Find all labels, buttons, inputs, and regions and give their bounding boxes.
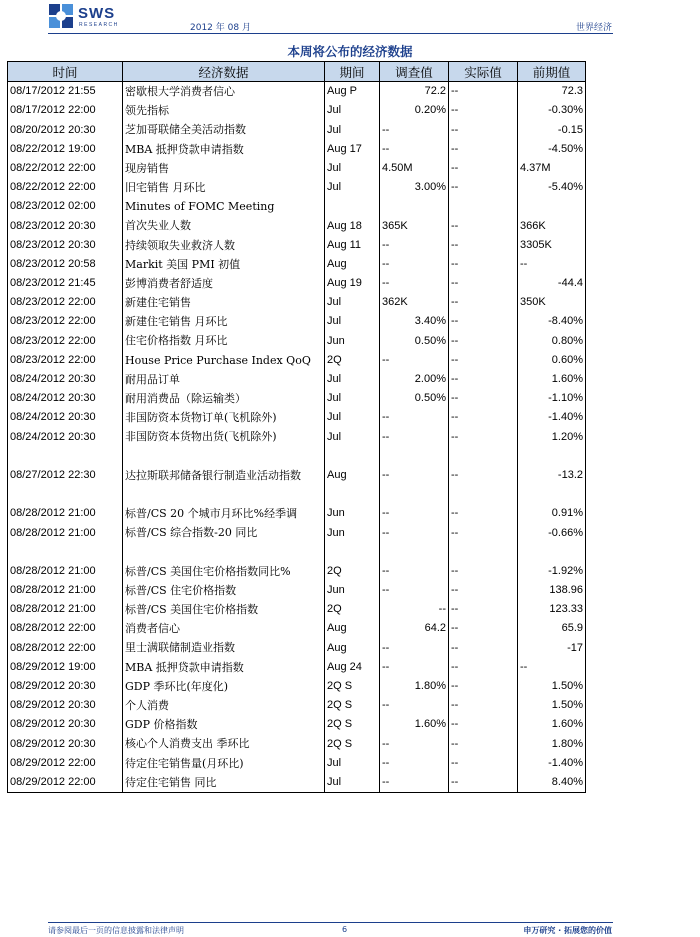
table-row (8, 581, 586, 600)
cell-indicator: 标普/CS 美国住宅价格指数 (123, 600, 325, 619)
cell-time: 08/23/2012 20:30 (8, 236, 123, 255)
cell-prior: -- (518, 255, 586, 274)
cell-survey: -- (380, 140, 449, 159)
cell-time: 08/23/2012 22:00 (8, 351, 123, 370)
table-row (8, 389, 586, 408)
cell-survey: -- (380, 696, 449, 715)
table-row (8, 543, 586, 581)
cell-survey: -- (380, 658, 449, 677)
cell-time: 08/28/2012 21:00 (8, 581, 123, 600)
column-header-prior: 前期值 (518, 62, 586, 82)
cell-survey: -- (380, 351, 449, 370)
cell-indicator: MBA 抵押贷款申请指数 (123, 658, 325, 677)
cell-period: 2Q S (325, 696, 380, 715)
cell-prior: -17 (518, 638, 586, 657)
cell-survey: -- (380, 754, 449, 773)
cell-indicator: 住宅价格指数 月环比 (123, 331, 325, 350)
cell-time: 08/29/2012 20:30 (8, 696, 123, 715)
table-row (8, 255, 586, 274)
table-body (8, 82, 586, 793)
cell-time: 08/23/2012 22:00 (8, 312, 123, 331)
cell-survey: -- (380, 543, 449, 581)
cell-survey: -- (380, 581, 449, 600)
report-date: 2012 年 08 月 (190, 23, 251, 33)
cell-survey: -- (380, 773, 449, 793)
cell-actual: -- (449, 140, 518, 159)
cell-indicator: Markit 美国 PMI 初值 (123, 255, 325, 274)
cell-prior: 138.96 (518, 581, 586, 600)
cell-prior: -1.40% (518, 408, 586, 427)
cell-period: Jun (325, 523, 380, 542)
cell-actual: -- (449, 543, 518, 581)
cell-indicator: GDP 季环比(年度化) (123, 677, 325, 696)
sws-logo (48, 3, 138, 33)
cell-actual: -- (449, 677, 518, 696)
table-row (8, 677, 586, 696)
table-row (8, 485, 586, 523)
cell-prior: -44.4 (518, 274, 586, 293)
cell-time: 08/17/2012 21:55 (8, 82, 123, 102)
report-section: 世界经济 (575, 23, 612, 33)
cell-actual: -- (449, 312, 518, 331)
cell-actual: -- (449, 293, 518, 312)
cell-time: 08/28/2012 21:00 (8, 485, 123, 523)
cell-indicator: 核心个人消费支出 季环比 (123, 734, 325, 753)
cell-period: Aug (325, 447, 380, 485)
cell-survey: 64.2 (380, 619, 449, 638)
column-header-survey: 调查值 (380, 62, 449, 82)
cell-time: 08/29/2012 20:30 (8, 734, 123, 753)
cell-survey: -- (380, 600, 449, 619)
cell-indicator: 标普/CS 20 个城市月环比%经季调 (123, 485, 325, 523)
table-row (8, 773, 586, 793)
cell-actual: -- (449, 485, 518, 523)
cell-time: 08/17/2012 22:00 (8, 101, 123, 120)
column-header-time: 时间 (8, 62, 123, 82)
table-row (8, 447, 586, 485)
cell-actual: -- (449, 331, 518, 350)
table-row (8, 351, 586, 370)
cell-time: 08/29/2012 22:00 (8, 754, 123, 773)
cell-time: 08/23/2012 22:00 (8, 293, 123, 312)
cell-indicator: 标普/CS 综合指数-20 同比 (123, 523, 325, 542)
cell-prior: -13.2 (518, 447, 586, 485)
footer-divider (48, 922, 613, 923)
cell-indicator: 个人消费 (123, 696, 325, 715)
table-row (8, 734, 586, 753)
footer-disclaimer: 请参阅最后一页的信息披露和法律声明 (48, 926, 184, 935)
cell-prior: -1.92% (518, 543, 586, 581)
cell-period: Jun (325, 581, 380, 600)
cell-indicator: GDP 价格指数 (123, 715, 325, 734)
cell-survey: -- (380, 734, 449, 753)
cell-indicator: 芝加哥联储全美活动指数 (123, 120, 325, 139)
cell-period: Jul (325, 159, 380, 178)
table-row (8, 754, 586, 773)
cell-period: Aug P (325, 82, 380, 102)
cell-actual: -- (449, 370, 518, 389)
cell-actual: -- (449, 101, 518, 120)
cell-period: Aug 19 (325, 274, 380, 293)
cell-period: Aug (325, 638, 380, 657)
cell-indicator: 消费者信心 (123, 619, 325, 638)
cell-period: Jul (325, 178, 380, 197)
cell-indicator: 达拉斯联邦储备银行制造业活动指数 (123, 447, 325, 485)
cell-indicator: 领先指标 (123, 101, 325, 120)
cell-prior: -8.40% (518, 312, 586, 331)
table-row (8, 658, 586, 677)
cell-actual: -- (449, 389, 518, 408)
table-row (8, 293, 586, 312)
cell-time: 08/28/2012 21:00 (8, 523, 123, 542)
cell-prior: 8.40% (518, 773, 586, 793)
cell-prior: -1.40% (518, 754, 586, 773)
cell-time: 08/24/2012 20:30 (8, 389, 123, 408)
cell-prior: 350K (518, 293, 586, 312)
cell-actual: -- (449, 255, 518, 274)
table-row (8, 638, 586, 657)
table-row (8, 370, 586, 389)
cell-actual: -- (449, 638, 518, 657)
table-row (8, 178, 586, 197)
cell-prior: 1.80% (518, 734, 586, 753)
cell-indicator: 首次失业人数 (123, 216, 325, 235)
cell-indicator: 旧宅销售 月环比 (123, 178, 325, 197)
cell-actual: -- (449, 734, 518, 753)
cell-time: 08/28/2012 21:00 (8, 543, 123, 581)
cell-period: 2Q (325, 543, 380, 581)
cell-survey: 2.00% (380, 370, 449, 389)
cell-period: Aug 17 (325, 140, 380, 159)
cell-survey: -- (380, 485, 449, 523)
cell-indicator: 待定住宅销售 同比 (123, 773, 325, 793)
cell-prior: 3305K (518, 236, 586, 255)
economic-data-table (7, 61, 586, 793)
cell-time: 08/23/2012 20:30 (8, 216, 123, 235)
column-header-period: 期间 (325, 62, 380, 82)
cell-period: Aug 24 (325, 658, 380, 677)
cell-indicator: 密歇根大学消费者信心 (123, 82, 325, 102)
cell-indicator: 耐用消费品（除运输类） (123, 389, 325, 408)
cell-time: 08/27/2012 22:30 (8, 447, 123, 485)
cell-period: Jul (325, 389, 380, 408)
cell-period: 2Q S (325, 734, 380, 753)
cell-survey: -- (380, 523, 449, 542)
table-row (8, 408, 586, 427)
header-divider (48, 33, 613, 34)
cell-time: 08/23/2012 20:58 (8, 255, 123, 274)
cell-time: 08/29/2012 22:00 (8, 773, 123, 793)
cell-period: Jul (325, 370, 380, 389)
cell-survey: -- (380, 427, 449, 446)
column-header-indicator: 经济数据 (123, 62, 325, 82)
table-row (8, 619, 586, 638)
cell-prior: 0.91% (518, 485, 586, 523)
cell-actual: -- (449, 159, 518, 178)
cell-period: Jul (325, 408, 380, 427)
cell-actual: -- (449, 236, 518, 255)
cell-time: 08/22/2012 22:00 (8, 178, 123, 197)
column-header-actual: 实际值 (449, 62, 518, 82)
cell-survey: 3.00% (380, 178, 449, 197)
table-row (8, 216, 586, 235)
table-row (8, 427, 586, 446)
cell-actual: -- (449, 351, 518, 370)
cell-prior: 0.60% (518, 351, 586, 370)
cell-prior: 4.37M (518, 159, 586, 178)
cell-prior: -4.50% (518, 140, 586, 159)
cell-survey: 4.50M (380, 159, 449, 178)
cell-time: 08/23/2012 02:00 (8, 197, 123, 216)
cell-period: Jul (325, 120, 380, 139)
cell-survey (380, 197, 449, 216)
cell-survey: 72.2 (380, 82, 449, 102)
cell-period: Jul (325, 293, 380, 312)
cell-period: Jul (325, 754, 380, 773)
logo-text: SWS (78, 5, 116, 22)
cell-prior: -1.10% (518, 389, 586, 408)
cell-prior: 1.50% (518, 677, 586, 696)
cell-survey: 1.60% (380, 715, 449, 734)
cell-period: 2Q S (325, 715, 380, 734)
cell-period: 2Q (325, 600, 380, 619)
cell-prior: 1.60% (518, 715, 586, 734)
cell-prior: -0.66% (518, 523, 586, 542)
cell-actual: -- (449, 82, 518, 102)
cell-indicator: MBA 抵押贷款申请指数 (123, 140, 325, 159)
cell-indicator: House Price Purchase Index QoQ (123, 351, 325, 370)
cell-survey: -- (380, 408, 449, 427)
cell-prior: -- (518, 658, 586, 677)
cell-period: Jul (325, 101, 380, 120)
cell-time: 08/22/2012 22:00 (8, 159, 123, 178)
table-header-row (8, 62, 586, 82)
sws-logo-icon (48, 3, 74, 29)
table-row (8, 159, 586, 178)
cell-period: Jul (325, 427, 380, 446)
cell-actual: -- (449, 773, 518, 793)
cell-survey: 362K (380, 293, 449, 312)
cell-period: 2Q (325, 351, 380, 370)
cell-period: Jun (325, 485, 380, 523)
cell-time: 08/20/2012 20:30 (8, 120, 123, 139)
table-title: 本周将公布的经济数据 (287, 44, 413, 59)
cell-prior: -0.30% (518, 101, 586, 120)
cell-actual: -- (449, 408, 518, 427)
cell-time: 08/28/2012 22:00 (8, 619, 123, 638)
cell-actual: -- (449, 754, 518, 773)
table-row (8, 197, 586, 216)
cell-survey: 1.80% (380, 677, 449, 696)
cell-actual: -- (449, 658, 518, 677)
table-row (8, 523, 586, 542)
cell-indicator: Minutes of FOMC Meeting (123, 197, 325, 216)
cell-time: 08/29/2012 19:00 (8, 658, 123, 677)
cell-survey: 0.50% (380, 331, 449, 350)
cell-actual: -- (449, 523, 518, 542)
cell-indicator: 耐用品订单 (123, 370, 325, 389)
cell-survey: -- (380, 236, 449, 255)
table-row (8, 312, 586, 331)
cell-indicator: 彭博消费者舒适度 (123, 274, 325, 293)
table-row (8, 82, 586, 102)
logo-subtext: RESEARCH (79, 22, 119, 28)
cell-actual: -- (449, 715, 518, 734)
cell-indicator: 新建住宅销售 (123, 293, 325, 312)
cell-prior: 1.50% (518, 696, 586, 715)
cell-survey: 365K (380, 216, 449, 235)
table-row (8, 274, 586, 293)
cell-period: Aug 11 (325, 236, 380, 255)
cell-time: 08/29/2012 20:30 (8, 677, 123, 696)
cell-survey: 0.50% (380, 389, 449, 408)
cell-time: 08/23/2012 22:00 (8, 331, 123, 350)
cell-time: 08/22/2012 19:00 (8, 140, 123, 159)
cell-prior: 65.9 (518, 619, 586, 638)
cell-actual: -- (449, 216, 518, 235)
cell-actual: -- (449, 696, 518, 715)
cell-indicator: 标普/CS 美国住宅价格指数同比% (123, 543, 325, 581)
table-row (8, 236, 586, 255)
cell-survey: 3.40% (380, 312, 449, 331)
cell-actual: -- (449, 581, 518, 600)
table-row (8, 120, 586, 139)
cell-indicator: 待定住宅销售量(月环比) (123, 754, 325, 773)
cell-period: Jul (325, 773, 380, 793)
cell-actual: -- (449, 427, 518, 446)
cell-prior: 1.20% (518, 427, 586, 446)
page-number: 6 (342, 925, 348, 934)
cell-actual (449, 197, 518, 216)
cell-time: 08/29/2012 20:30 (8, 715, 123, 734)
table-row (8, 715, 586, 734)
cell-time: 08/28/2012 22:00 (8, 638, 123, 657)
cell-actual: -- (449, 600, 518, 619)
cell-prior (518, 197, 586, 216)
cell-period: Aug (325, 255, 380, 274)
table-row (8, 331, 586, 350)
cell-period: Aug 18 (325, 216, 380, 235)
table-row (8, 600, 586, 619)
cell-prior: 123.33 (518, 600, 586, 619)
cell-period: Jun (325, 331, 380, 350)
cell-time: 08/23/2012 21:45 (8, 274, 123, 293)
cell-prior: -5.40% (518, 178, 586, 197)
cell-indicator: 里士满联储制造业指数 (123, 638, 325, 657)
cell-prior: 72.3 (518, 82, 586, 102)
cell-actual: -- (449, 619, 518, 638)
page-header (0, 0, 700, 40)
cell-survey: -- (380, 447, 449, 485)
cell-time: 08/24/2012 20:30 (8, 408, 123, 427)
cell-actual: -- (449, 274, 518, 293)
cell-indicator: 非国防资本货物出货(飞机除外) (123, 427, 325, 446)
cell-period: Jul (325, 312, 380, 331)
footer-slogan: 申万研究 · 拓展您的价值 (523, 926, 612, 935)
cell-indicator: 非国防资本货物订单(飞机除外) (123, 408, 325, 427)
cell-time: 08/24/2012 20:30 (8, 370, 123, 389)
cell-survey: 0.20% (380, 101, 449, 120)
cell-time: 08/28/2012 21:00 (8, 600, 123, 619)
cell-survey: -- (380, 255, 449, 274)
table-row (8, 101, 586, 120)
cell-time: 08/24/2012 20:30 (8, 427, 123, 446)
table-row (8, 696, 586, 715)
cell-actual: -- (449, 120, 518, 139)
cell-survey: -- (380, 120, 449, 139)
cell-prior: -0.15 (518, 120, 586, 139)
cell-survey: -- (380, 638, 449, 657)
cell-actual: -- (449, 178, 518, 197)
cell-prior: 1.60% (518, 370, 586, 389)
cell-survey: -- (380, 274, 449, 293)
cell-period: 2Q S (325, 677, 380, 696)
cell-prior: 0.80% (518, 331, 586, 350)
cell-indicator: 标普/CS 住宅价格指数 (123, 581, 325, 600)
cell-period: Aug (325, 619, 380, 638)
cell-indicator: 新建住宅销售 月环比 (123, 312, 325, 331)
cell-actual: -- (449, 447, 518, 485)
cell-period (325, 197, 380, 216)
cell-prior: 366K (518, 216, 586, 235)
cell-indicator: 现房销售 (123, 159, 325, 178)
table-row (8, 140, 586, 159)
cell-indicator: 持续领取失业救济人数 (123, 236, 325, 255)
